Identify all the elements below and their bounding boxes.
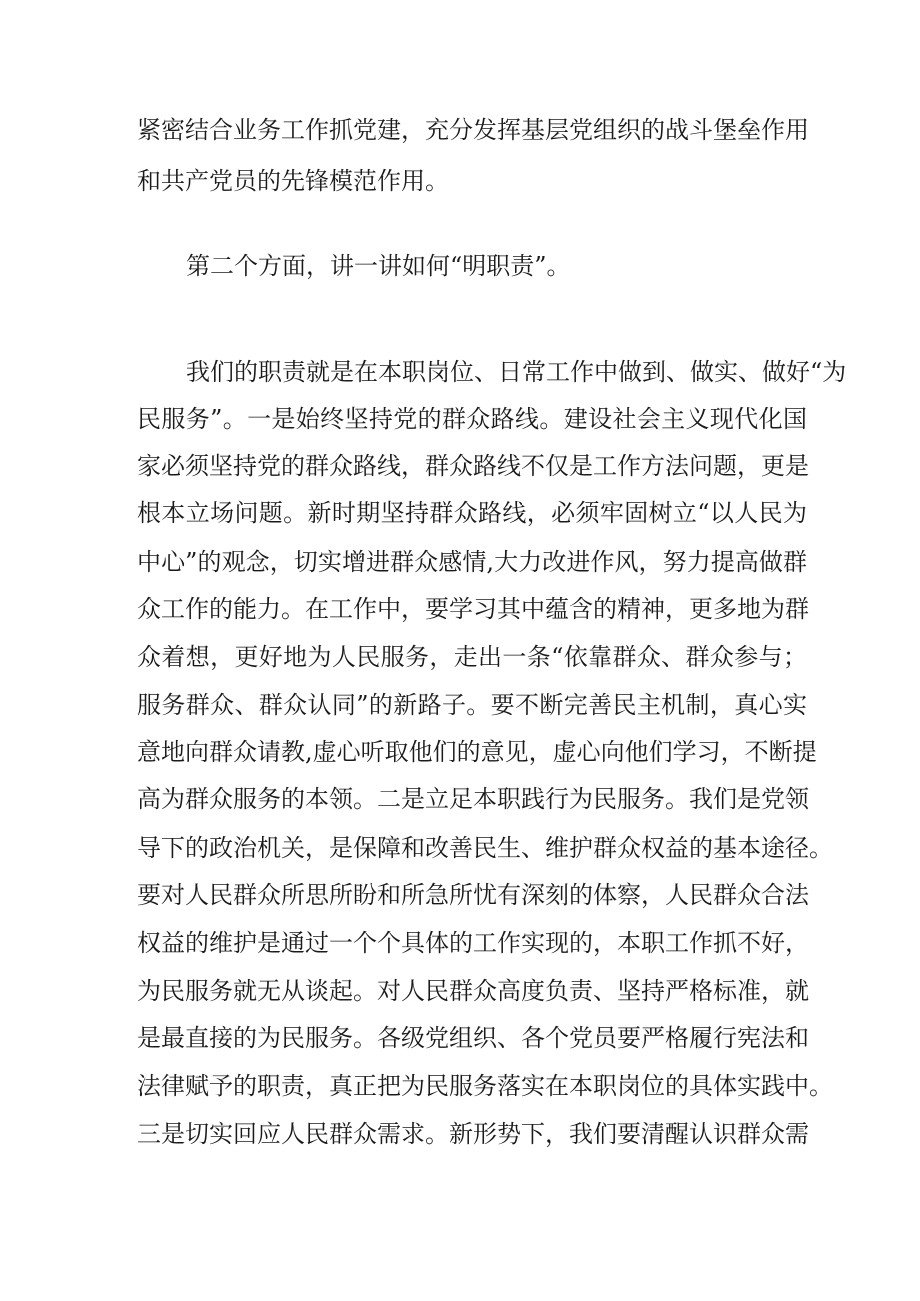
paragraph-3-line-5: 中心”的观念，切实增进群众感情,大力改进作风，努力提高做群 (137, 548, 807, 576)
paragraph-3-line-12: 要对人民群众所思所盼和所急所忧有深刻的体察，人民群众合法 (137, 881, 809, 909)
paragraph-3-line-1: 我们的职责就是在本职岗位、日常工作中做到、做实、做好“为 (186, 358, 847, 386)
paragraph-3-line-11: 导下的政治机关，是保障和改善民生、维护群众权益的基本途径。 (137, 834, 833, 862)
paragraph-3-line-14: 为民服务就无从谈起。对人民群众高度负责、坚持严格标准，就 (137, 977, 809, 1005)
paragraph-3-line-6: 众工作的能力。在工作中，要学习其中蕴含的精神，更多地为群 (137, 595, 809, 623)
paragraph-3-line-16: 法律赋予的职责，真正把为民服务落实在本职岗位的具体实践中。 (137, 1072, 833, 1100)
paragraph-3-line-7: 众着想，更好地为人民服务，走出一条“依靠群众、群众参与； (137, 643, 807, 671)
paragraph-3-line-10: 高为群众服务的本领。二是立足本职践行为民服务。我们是党领 (137, 785, 809, 813)
paragraph-1-line-1: 紧密结合业务工作抓党建，充分发挥基层党组织的战斗堡垒作用 (137, 116, 809, 144)
paragraph-3-line-3: 家必须坚持党的群众路线，群众路线不仅是工作方法问题，更是 (137, 452, 809, 480)
paragraph-3-line-8: 服务群众、群众认同”的新路子。要不断完善民主机制，真心实 (137, 691, 807, 719)
paragraph-3-line-15: 是最直接的为民服务。各级党组织、各个党员要严格履行宪法和 (137, 1024, 809, 1052)
section-heading-line: 第二个方面，讲一讲如何“明职责”。 (186, 252, 571, 280)
paragraph-3-line-9: 意地向群众请教,虚心听取他们的意见，虚心向他们学习，不断提 (137, 738, 817, 766)
paragraph-1-line-2: 和共产党员的先锋模范作用。 (137, 167, 449, 195)
paragraph-3-line-2: 民服务”。一是始终坚持党的群众路线。建设社会主义现代化国 (137, 405, 807, 433)
paragraph-3-line-13: 权益的维护是通过一个个具体的工作实现的，本职工作抓不好， (137, 929, 809, 957)
paragraph-3-line-4: 根本立场问题。新时期坚持群众路线，必须牢固树立“以人民为 (137, 499, 807, 527)
paragraph-3-line-17: 三是切实回应人民群众需求。新形势下，我们要清醒认识群众需 (137, 1120, 809, 1148)
